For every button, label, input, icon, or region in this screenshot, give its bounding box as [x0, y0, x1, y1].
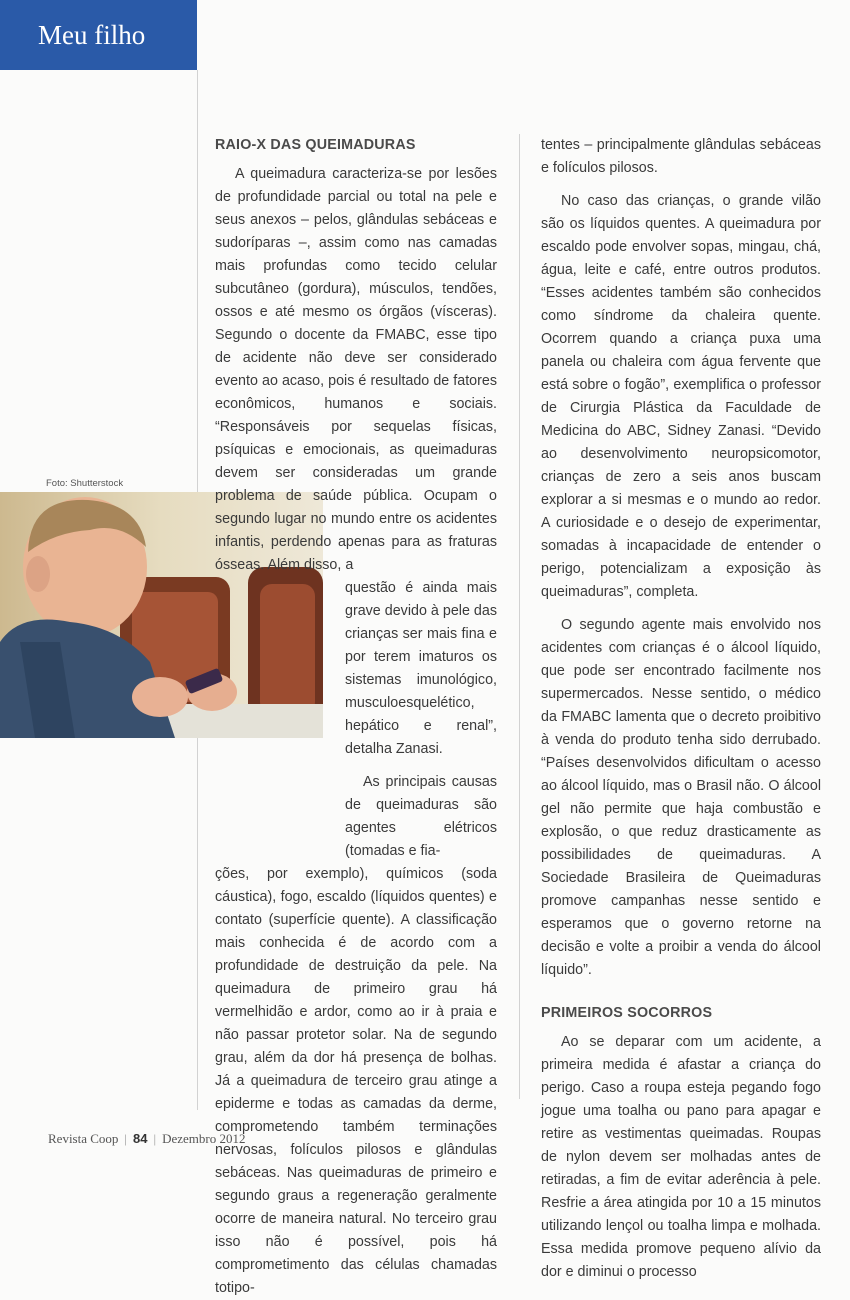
page-number: 84: [133, 1131, 148, 1146]
paragraph-wrap: questão é ainda mais grave devido à pele das crianças ser mais fina e por terem imaturos os sistemas imunológico, musculoesquelético, hepático e renal”, detalha Zanasi.: [345, 580, 497, 757]
page-footer: Revista Coop | 84 | Dezembro 2012: [48, 1131, 246, 1146]
paragraph: Ao se deparar com um acidente, a primeira medida é afastar a criança do perigo. Caso a roupa esteja pegando fogo jogue uma toalha ou pano para apagar e retire as vestimentas queimadas. Roupas de nylon devem ser molhadas antes de retiradas, a fim de evitar aderência à pele. Resfrie a área atingida por 10 a 15 minutos utilizando lençol ou toalha limpa e molhada. Essa medida promove pequeno alívio da dor e diminui o processo: [541, 1034, 821, 1280]
section-heading-raio-x: RAIO-X DAS QUEIMADURAS: [215, 137, 416, 153]
paragraph-wrap: As principais causas de queimaduras são agentes elétricos (tomadas e fia-: [345, 774, 497, 859]
section-heading-primeiros-socorros: PRIMEIROS SOCORROS: [541, 1005, 713, 1021]
paragraph: O segundo agente mais envolvido nos acidentes com crianças é o álcool líquido, que pode ser encontrado facilmente nos supermercados. Nesse sentido, o médico da FMABC lamenta que o decreto proibitivo à venda do produto tenha sido derrubado. “Países desenvolvidos dificultam o acesso ao álcool líquido, mas o Brasil não. O álcool gel não permite que haja combustão e explosão, o que reduz drasticamente as possibilidades de queimaduras. A Sociedade Brasileira de Queimaduras promove campanhas nesse sentido e esperamos que o governo retorne na decisão e volte a proibir a venda do álcool líquido”.: [541, 617, 821, 978]
magazine-name: Revista Coop: [48, 1131, 119, 1146]
paragraph: A queimadura caracteriza-se por lesões de profundidade parcial ou total na pele e seus anexos – pelos, glândulas sebáceas e sudoríparas –, assim como nas camadas mais profundas como tecido celular subcutâneo (gordura), músculos, tendões, ossos e até mesmo os órgãos (vísceras). Segundo o docente da FMABC, esse tipo de acidente não deve ser considerado evento ao acaso, pois é resultado de fatores econômicos, humanos e sociais. “Responsáveis por sequelas físicas, psíquicas e emocionais, as queimaduras devem ser consideradas um grande problema de saúde pública. Ocupam o segundo lugar no mundo entre os acidentes infantis, perdendo apenas para as fraturas ósseas. Além disso, a: [215, 166, 497, 573]
column-rule-middle: [519, 134, 520, 1099]
paragraph: No caso das crianças, o grande vilão são os líquidos quentes. A queimadura por escaldo pode envolver sopas, mingau, chá, água, leite e café, entre outros produtos. “Esses acidentes também são conhecidos como síndrome da chaleira quente. Ocorrem quando a criança puxa uma panela ou chaleira com água fervente que está sobre o fogão”, exemplifica o professor de Cirurgia Plástica da Faculdade de Medicina do ABC, Sidney Zanasi. “Devido ao desenvolvimento neuropsicomotor, crianças de zero a seis anos buscam explorar a si mesmas e o mundo ao redor. A curiosidade e o desejo de experimentar, somadas à incapacidade de entender o perigo, potencializam a exposição às queimaduras”, completa.: [541, 193, 821, 600]
section-title: Meu filho: [0, 0, 197, 70]
issue-date: Dezembro 2012: [162, 1131, 246, 1146]
article-column-left: [215, 134, 497, 1300]
paragraph: ções, por exemplo), químicos (soda cáustica), fogo, escaldo (líquidos quentes) e contato (superfície quente). A classificação mais conhecida é de acordo com a profundidade de destruição da pele. Na queimadura de primeiro grau há vermelhidão e ardor, como ao ir à praia e não passar protetor solar. Na de segundo grau, além da dor há presença de bolhas. Já a queimadura de terceiro grau atinge a epiderme e todas as camadas da derme, comprometendo também terminações nervosas, folículos pilosos e glândulas sebáceas. Nas queimaduras de primeiro e segundo graus a regeneração geralmente ocorre de maneira natural. No terceiro grau isso não é possível, pois há comprometimento das células chamadas totipo-: [215, 866, 497, 1296]
article-column-right: [541, 134, 821, 1284]
photo-credit: Foto: Shutterstock: [46, 478, 124, 489]
paragraph: tentes – principalmente glândulas sebáceas e folículos pilosos.: [541, 137, 821, 176]
